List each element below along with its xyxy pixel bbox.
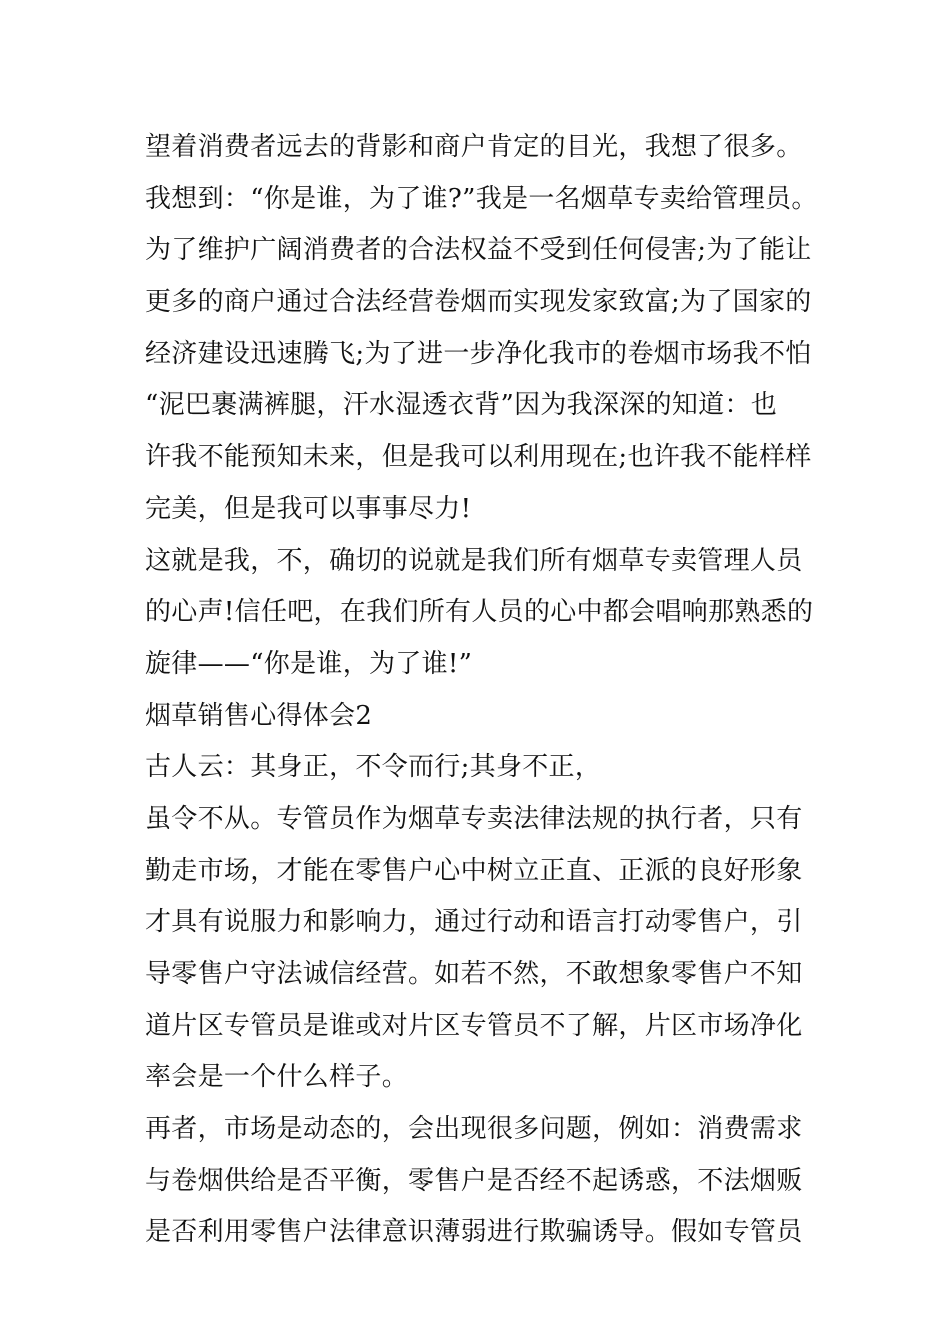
text-line: 完美，但是我可以事事尽力! — [145, 493, 472, 524]
text-line: “泥巴裹满裤腿，汗水湿透衣背”因为我深深的知道：也 — [145, 390, 778, 421]
text-line: 是否利用零售户法律意识薄弱进行欺骗诱导。假如专管员 — [145, 1217, 803, 1248]
text-line: 旋律——“你是谁，为了谁!” — [145, 648, 473, 679]
text-line: 与卷烟供给是否平衡，零售户是否经不起诱惑，不法烟贩 — [145, 1165, 803, 1196]
text-line: 经济建设迅速腾飞;为了进一步净化我市的卷烟市场我不怕 — [145, 338, 812, 369]
text-line: 望着消费者远去的背影和商户肯定的目光，我想了很多。 — [145, 132, 803, 162]
text-line: 道片区专管员是谁或对片区专管员不了解，片区市场净化 — [145, 1010, 803, 1041]
text-line: 为了维护广阔消费者的合法权益不受到任何侵害;为了能让 — [145, 235, 812, 266]
text-line: 虽令不从。专管员作为烟草专卖法律法规的执行者，只有 — [145, 803, 803, 834]
text-line: 率会是一个什么样子。 — [145, 1062, 409, 1093]
text-line: 我想到：“你是谁，为了谁?”我是一名烟草专卖给管理员。 — [145, 183, 818, 214]
text-line: 勤走市场，才能在零售户心中树立正直、正派的良好形象 — [145, 855, 803, 886]
text-line: 许我不能预知未来，但是我可以利用现在;也许我不能样样 — [145, 442, 812, 473]
text-line: 再者，市场是动态的，会出现很多问题，例如：消费需求 — [145, 1114, 803, 1145]
text-line: 更多的商户通过合法经营卷烟而实现发家致富;为了国家的 — [145, 287, 812, 318]
text-line: 才具有说服力和影响力，通过行动和语言打动零售户，引 — [145, 907, 803, 938]
document-body — [145, 127, 825, 1264]
text-line: 这就是我，不，确切的说就是我们所有烟草专卖管理人员 — [145, 545, 803, 576]
text-line: 的心声!信任吧，在我们所有人员的心中都会唱响那熟悉的 — [145, 597, 814, 628]
text-line: 古人云：其身正，不令而行;其身不正， — [145, 752, 602, 783]
section-heading: 烟草销售心得体会2 — [145, 700, 373, 731]
text-line: 导零售户守法诚信经营。如若不然，不敢想象零售户不知 — [145, 959, 803, 989]
